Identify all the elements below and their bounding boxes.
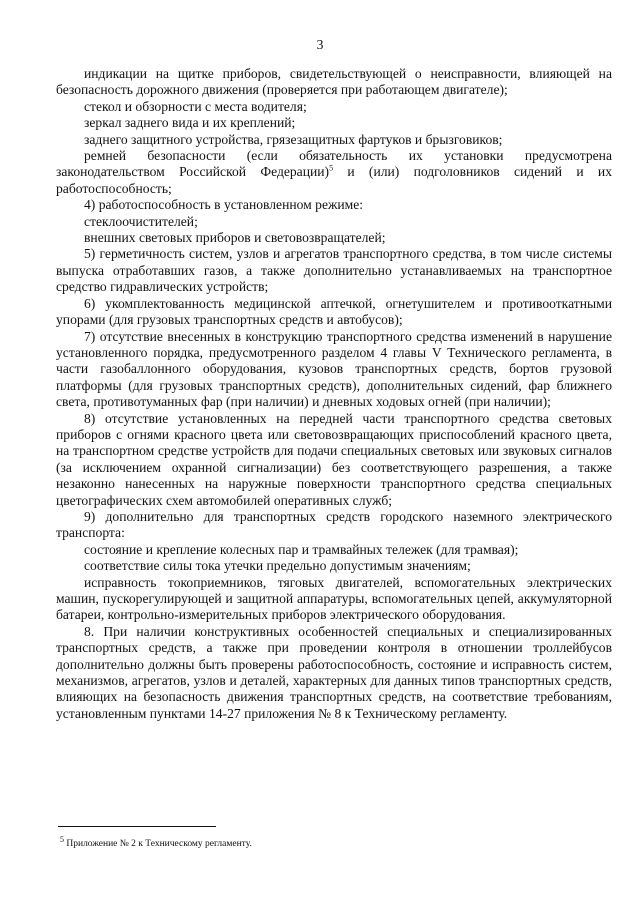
paragraph: 8) отсутствие установленных на передней части транспортного средства световых приборов с огнями красного цвета или световозвращающих приспособлений красного цвета, на транспортном средстве устройств для подачи специальных световых или звуковых сигналов (за исключением охранной сигнализации) без соответствующего разрешения, а также незаконно нанесенных на наружные поверхности транспортного средства специальных цветографических схем автомобилей оперативных служб; [56, 410, 612, 508]
paragraph: стеклоочистителей; [84, 213, 198, 229]
paragraph: 6) укомплектованность медицинской аптечкой, огнетушителем и противооткатными упорами (для грузовых транспортных средств и автобусов); [56, 295, 612, 328]
paragraph: зеркал заднего вида и их креплений; [84, 115, 296, 131]
paragraph: исправность токоприемников, тяговых двигателей, вспомогательных электрических машин, пускорегулирующей и защитной аппаратуры, вспомогательных цепей, аккумуляторной батареи, контрольно-измерительных приборов электрического оборудования. [56, 574, 612, 623]
paragraph: заднего защитного устройства, грязезащитных фартуков и брызговиков; [84, 131, 503, 147]
paragraph: индикации на щитке приборов, свидетельствующей о неисправности, влияющей на безопасность дорожного движения (проверяется при работающем двигателе); [56, 66, 612, 98]
paragraph: 7) отсутствие внесенных в конструкцию транспортного средства изменений в нарушение установленного порядка, предусмотренного разделом 4 главы V Технического регламента, в части газобаллонного оборудования, кузовов транспортных средств, бортов грузовой платформы (для грузовых транспортных средств), дополнительных сидений, фар ближнего света, противотуманных фар (при наличии) и дневных ходовых огней (при наличии); [56, 328, 612, 410]
paragraph: внешних световых приборов и световозвращателей; [84, 230, 386, 246]
paragraph: соответствие силы тока утечки предельно допустимым значениям; [84, 558, 471, 574]
paragraph-text: ремней безопасности (если обязательность их установки предусмотрена законодательством Российской Федерации) [56, 148, 612, 180]
document-body [56, 66, 612, 722]
paragraph-with-footnote [56, 148, 612, 197]
footnote-text: Приложение № 2 к Техническому регламенту. [66, 839, 252, 849]
footnote-divider [58, 826, 216, 827]
paragraph: 8. При наличии конструктивных особенностей специальных и специализированных транспортных средств, а также при проведении контроля в отношении троллейбусов дополнительно должны быть проверены работоспособность, состояние и исправность систем, механизмов, агрегатов, узлов и деталей, характерных для данных типов транспортных средств, влияющих на безопасность движения транспортных средств, на соответствие требованиям, установленным пунктами 14-27 приложения № 8 к Техническому регламенту. [56, 623, 612, 721]
paragraph: 9) дополнительно для транспортных средств городского наземного электрического транспорта: [56, 508, 612, 541]
footnote-reference: 5 [329, 163, 334, 173]
page-number: 3 [316, 38, 324, 53]
footnote [60, 834, 252, 850]
paragraph: 4) работоспособность в установленном режиме: [84, 197, 364, 213]
paragraph: стекол и обзорности с места водителя; [84, 98, 307, 114]
paragraph: 5) герметичность систем, узлов и агрегатов транспортного средства, в том числе системы выпуска отработавших газов, а также дополнительно устанавливаемых на транспортное средство гидравлических устройств; [56, 246, 612, 295]
footnote-number: 5 [60, 834, 64, 844]
paragraph: состояние и крепление колесных пар и трамвайных тележек (для трамвая); [84, 541, 519, 557]
paragraph-text-tail: и (или) подголовников сидений и их работоспособность; [56, 164, 612, 196]
